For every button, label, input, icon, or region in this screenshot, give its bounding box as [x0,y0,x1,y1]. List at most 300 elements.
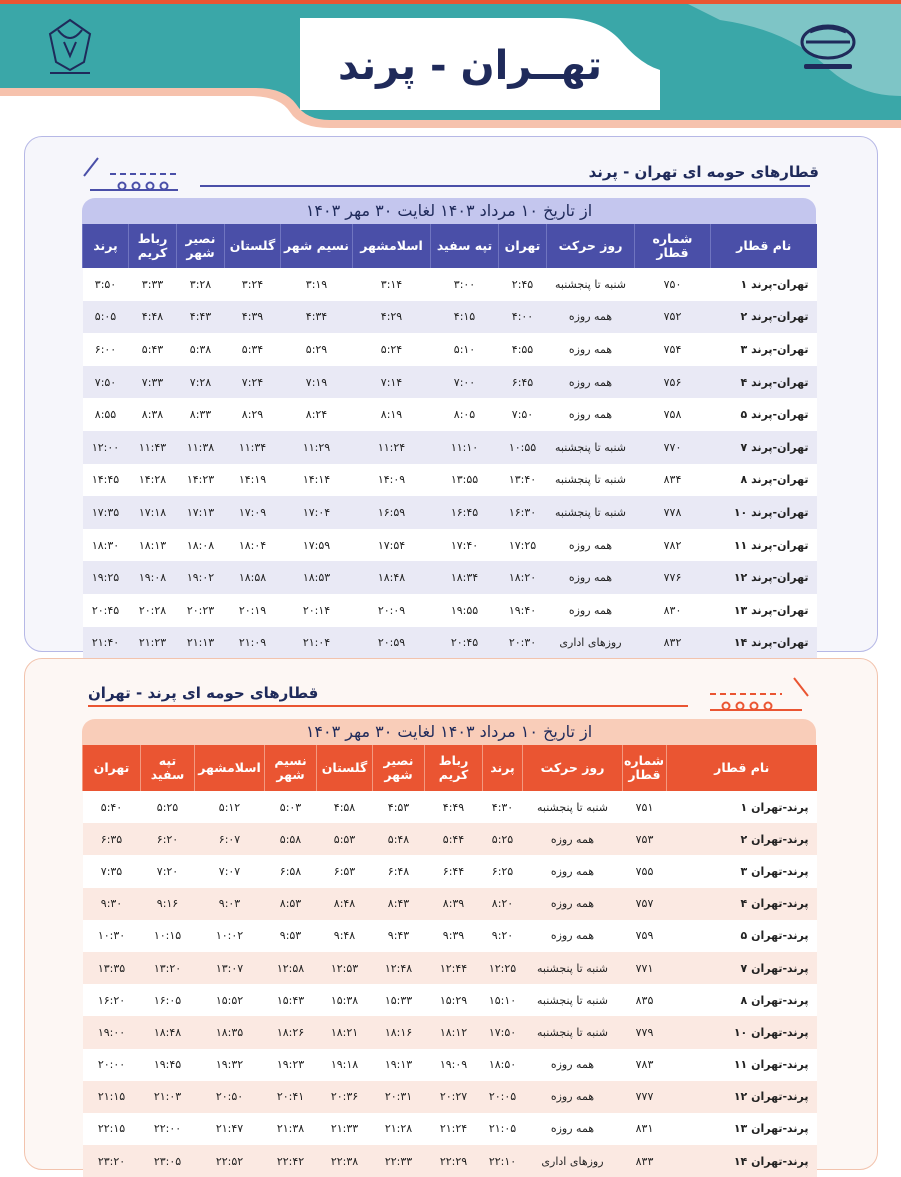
table-row [83,496,817,529]
time-cell: ۱۹:۱۸ [317,1049,373,1081]
run-days-cell: همه روزه [523,823,623,855]
time-cell: ۲۱:۰۳ [141,1081,195,1113]
train-number-cell: ۷۷۸ [635,496,711,529]
time-cell: ۸:۴۳ [373,888,425,920]
table-row [83,529,817,562]
time-cell: ۴:۵۸ [317,791,373,823]
time-cell: ۶:۵۸ [265,855,317,887]
table-row [83,594,817,627]
time-cell: ۱۸:۲۱ [317,1016,373,1048]
time-cell: ۸:۳۳ [177,398,225,431]
table-row [83,398,817,431]
time-cell: ۶:۴۵ [499,366,547,399]
time-cell: ۱۷:۰۹ [225,496,281,529]
run-days-cell: همه روزه [547,398,635,431]
time-cell: ۱۷:۲۵ [499,529,547,562]
time-cell: ۴:۵۳ [373,791,425,823]
train-name-cell: پرند-تهران ۵ [667,920,817,952]
parand-tehran-header-7: نسیم شهر [265,745,317,791]
time-cell: ۱۴:۴۵ [83,464,129,497]
time-cell: ۱۹:۳۲ [195,1049,265,1081]
time-cell: ۲۱:۲۸ [373,1113,425,1145]
time-cell: ۱۸:۵۳ [281,561,353,594]
train-number-cell: ۷۷۶ [635,561,711,594]
tehran-parand-header-6: نسیم شهر [281,224,353,268]
time-cell: ۲۳:۲۰ [83,1145,141,1177]
time-cell: ۱۲:۵۳ [317,952,373,984]
time-cell: ۱۹:۵۵ [431,594,499,627]
time-cell: ۳:۱۹ [281,268,353,301]
train-name-cell: پرند-تهران ۷ [667,952,817,984]
table-row [83,1016,817,1048]
train-number-cell: ۷۵۵ [623,855,667,887]
time-cell: ۳:۵۰ [83,268,129,301]
emblem-logo [44,16,96,76]
table-row [83,268,817,301]
run-days-cell: همه روزه [523,1081,623,1113]
time-cell: ۴:۲۹ [353,301,431,334]
train-number-cell: ۸۳۴ [635,464,711,497]
time-cell: ۱۳:۴۰ [499,464,547,497]
tehran-parand-date-range: از تاریخ ۱۰ مرداد ۱۴۰۳ لغایت ۳۰ مهر ۱۴۰۳ [82,198,816,224]
train-name-cell: پرند-تهران ۱ [667,791,817,823]
train-number-cell: ۷۸۲ [635,529,711,562]
table-row [83,561,817,594]
title-underline [200,184,810,188]
tehran-parand-header-2: روز حرکت [547,224,635,268]
parand-tehran-header-10: تهران [83,745,141,791]
time-cell: ۱۱:۲۴ [353,431,431,464]
time-cell: ۶:۲۰ [141,823,195,855]
parand-tehran-header-4: رباط کریم [425,745,483,791]
time-cell: ۷:۱۴ [353,366,431,399]
time-cell: ۱۵:۱۰ [483,984,523,1016]
time-cell: ۱۸:۳۴ [431,561,499,594]
run-days-cell: شنبه تا پنجشنبه [547,268,635,301]
time-cell: ۱۴:۰۹ [353,464,431,497]
time-cell: ۱۶:۵۹ [353,496,431,529]
time-cell: ۶:۳۵ [83,823,141,855]
time-cell: ۱۷:۳۵ [83,496,129,529]
time-cell: ۴:۳۴ [281,301,353,334]
train-name-cell: تهران-پرند ۱۰ [711,496,817,529]
time-cell: ۹:۲۰ [483,920,523,952]
time-cell: ۱۱:۴۳ [129,431,177,464]
time-cell: ۵:۴۳ [129,333,177,366]
train-number-cell: ۷۸۳ [623,1049,667,1081]
train-name-cell: تهران-پرند ۲ [711,301,817,334]
time-cell: ۱۵:۲۹ [425,984,483,1016]
train-name-cell: پرند-تهران ۴ [667,888,817,920]
time-cell: ۲۰:۱۴ [281,594,353,627]
time-cell: ۳:۱۴ [353,268,431,301]
train-number-cell: ۷۵۱ [623,791,667,823]
time-cell: ۱۲:۲۵ [483,952,523,984]
time-cell: ۱۲:۰۰ [83,431,129,464]
time-cell: ۴:۳۹ [225,301,281,334]
table-row [83,984,817,1016]
time-cell: ۴:۴۸ [129,301,177,334]
run-days-cell: شنبه تا پنجشنبه [523,1016,623,1048]
table-row [83,464,817,497]
table-row [83,952,817,984]
parand-tehran-header-3: پرند [483,745,523,791]
tehran-parand-header-4: تپه سفید [431,224,499,268]
time-cell: ۱۸:۰۸ [177,529,225,562]
time-cell: ۲۲:۲۹ [425,1145,483,1177]
time-cell: ۲۰:۴۵ [431,627,499,660]
time-cell: ۲۱:۳۳ [317,1113,373,1145]
table-row [83,823,817,855]
time-cell: ۱۹:۲۳ [265,1049,317,1081]
time-cell: ۱۷:۵۹ [281,529,353,562]
time-cell: ۱۵:۳۸ [317,984,373,1016]
parand-tehran-title: قطارهای حومه ای پرند - تهران [88,684,319,702]
time-cell: ۱۹:۰۹ [425,1049,483,1081]
train-number-cell: ۷۷۷ [623,1081,667,1113]
time-cell: ۵:۳۸ [177,333,225,366]
time-cell: ۱۸:۳۵ [195,1016,265,1048]
run-days-cell: شنبه تا پنجشنبه [523,984,623,1016]
time-cell: ۲۲:۳۳ [373,1145,425,1177]
time-cell: ۷:۳۵ [83,855,141,887]
time-cell: ۲۰:۳۰ [499,627,547,660]
time-cell: ۲۰:۴۱ [265,1081,317,1113]
time-cell: ۴:۰۰ [499,301,547,334]
train-number-cell: ۸۳۱ [623,1113,667,1145]
train-number-cell: ۸۳۵ [623,984,667,1016]
train-name-cell: تهران-پرند ۱۴ [711,627,817,660]
table-row [83,431,817,464]
train-number-cell: ۷۵۲ [635,301,711,334]
time-cell: ۲۰:۵۰ [195,1081,265,1113]
time-cell: ۲۰:۲۷ [425,1081,483,1113]
time-cell: ۱۴:۲۸ [129,464,177,497]
time-cell: ۲۲:۵۲ [195,1145,265,1177]
train-name-cell: تهران-پرند ۳ [711,333,817,366]
time-cell: ۲۱:۱۳ [177,627,225,660]
time-cell: ۲۱:۴۰ [83,627,129,660]
page-title: تهــران - پرند [338,43,602,89]
time-cell: ۵:۲۴ [353,333,431,366]
time-cell: ۱۹:۰۰ [83,1016,141,1048]
time-cell: ۱۵:۴۳ [265,984,317,1016]
time-cell: ۱۱:۳۸ [177,431,225,464]
time-cell: ۱۶:۲۰ [83,984,141,1016]
time-cell: ۷:۵۰ [83,366,129,399]
time-cell: ۳:۳۳ [129,268,177,301]
train-name-cell: پرند-تهران ۱۱ [667,1049,817,1081]
time-cell: ۲۰:۲۳ [177,594,225,627]
title-underline [88,704,688,708]
time-cell: ۸:۴۸ [317,888,373,920]
train-number-cell: ۸۳۲ [635,627,711,660]
train-name-cell: تهران-پرند ۱ [711,268,817,301]
time-cell: ۲۱:۴۷ [195,1113,265,1145]
time-cell: ۱۸:۱۳ [129,529,177,562]
time-cell: ۱۸:۴۸ [141,1016,195,1048]
table-row [83,627,817,660]
time-cell: ۵:۵۳ [317,823,373,855]
time-cell: ۱۸:۴۸ [353,561,431,594]
tehran-parand-header-0: نام قطار [711,224,817,268]
run-days-cell: روزهای اداری [523,1145,623,1177]
tehran-parand-header-9: رباط کریم [129,224,177,268]
run-days-cell: همه روزه [547,333,635,366]
time-cell: ۵:۴۸ [373,823,425,855]
time-cell: ۳:۲۴ [225,268,281,301]
time-cell: ۶:۴۸ [373,855,425,887]
time-cell: ۱۸:۱۶ [373,1016,425,1048]
run-days-cell: همه روزه [523,1113,623,1145]
time-cell: ۱۰:۱۵ [141,920,195,952]
time-cell: ۷:۲۸ [177,366,225,399]
time-cell: ۵:۱۰ [431,333,499,366]
run-days-cell: همه روزه [523,1049,623,1081]
time-cell: ۲:۴۵ [499,268,547,301]
time-cell: ۴:۳۰ [483,791,523,823]
time-cell: ۲۰:۳۶ [317,1081,373,1113]
time-cell: ۲۲:۴۲ [265,1145,317,1177]
time-cell: ۱۰:۰۲ [195,920,265,952]
time-cell: ۱۰:۳۰ [83,920,141,952]
time-cell: ۱۷:۱۸ [129,496,177,529]
tehran-parand-header-8: نصیر شهر [177,224,225,268]
train-number-cell: ۷۵۳ [623,823,667,855]
table-row [83,366,817,399]
table-row [83,1081,817,1113]
parand-tehran-header-0: نام قطار [667,745,817,791]
time-cell: ۲۲:۱۵ [83,1113,141,1145]
time-cell: ۱۳:۰۷ [195,952,265,984]
time-cell: ۲۱:۲۴ [425,1113,483,1145]
train-name-cell: تهران-پرند ۱۳ [711,594,817,627]
run-days-cell: همه روزه [523,855,623,887]
time-cell: ۸:۰۵ [431,398,499,431]
time-cell: ۸:۵۳ [265,888,317,920]
time-cell: ۲۱:۰۹ [225,627,281,660]
time-cell: ۹:۳۹ [425,920,483,952]
train-name-cell: تهران-پرند ۴ [711,366,817,399]
time-cell: ۱۶:۳۰ [499,496,547,529]
parand-tehran-header-6: گلستان [317,745,373,791]
time-cell: ۲۳:۰۵ [141,1145,195,1177]
time-cell: ۱۷:۵۰ [483,1016,523,1048]
run-days-cell: روزهای اداری [547,627,635,660]
time-cell: ۱۲:۵۸ [265,952,317,984]
tehran-parand-header-3: تهران [499,224,547,268]
time-cell: ۱۸:۵۰ [483,1049,523,1081]
time-cell: ۱۵:۵۲ [195,984,265,1016]
run-days-cell: شنبه تا پنجشنبه [523,952,623,984]
run-days-cell: شنبه تا پنجشنبه [547,464,635,497]
time-cell: ۸:۲۴ [281,398,353,431]
train-name-cell: پرند-تهران ۱۲ [667,1081,817,1113]
time-cell: ۱۸:۲۰ [499,561,547,594]
time-cell: ۵:۲۵ [141,791,195,823]
time-cell: ۶:۴۴ [425,855,483,887]
train-number-cell: ۷۵۷ [623,888,667,920]
table-row [83,855,817,887]
time-cell: ۵:۴۴ [425,823,483,855]
tehran-parand-header-5: اسلامشهر [353,224,431,268]
time-cell: ۹:۴۸ [317,920,373,952]
time-cell: ۱۳:۵۵ [431,464,499,497]
parand-tehran-header-5: نصیر شهر [373,745,425,791]
time-cell: ۱۷:۴۰ [431,529,499,562]
run-days-cell: همه روزه [547,366,635,399]
time-cell: ۲۰:۴۵ [83,594,129,627]
train-name-cell: تهران-پرند ۵ [711,398,817,431]
time-cell: ۱۴:۱۴ [281,464,353,497]
time-cell: ۱۸:۰۴ [225,529,281,562]
table-row [83,791,817,823]
train-name-cell: پرند-تهران ۳ [667,855,817,887]
time-cell: ۱۹:۱۳ [373,1049,425,1081]
time-cell: ۹:۴۳ [373,920,425,952]
train-name-cell: پرند-تهران ۸ [667,984,817,1016]
tehran-parand-header-10: پرند [83,224,129,268]
time-cell: ۱۳:۳۵ [83,952,141,984]
time-cell: ۱۹:۴۰ [499,594,547,627]
run-days-cell: همه روزه [523,920,623,952]
time-cell: ۴:۴۹ [425,791,483,823]
time-cell: ۱۲:۴۴ [425,952,483,984]
time-cell: ۲۰:۵۹ [353,627,431,660]
time-cell: ۱۱:۳۴ [225,431,281,464]
parand-tehran-schedule-table [82,745,817,1177]
train-number-cell: ۷۵۴ [635,333,711,366]
table-row [83,1049,817,1081]
time-cell: ۷:۰۰ [431,366,499,399]
time-cell: ۴:۵۵ [499,333,547,366]
time-cell: ۲۰:۲۸ [129,594,177,627]
time-cell: ۵:۰۵ [83,301,129,334]
table-row [83,1113,817,1145]
time-cell: ۲۲:۰۰ [141,1113,195,1145]
run-days-cell: همه روزه [547,301,635,334]
train-track-icon [82,152,182,194]
train-name-cell: تهران-پرند ۷ [711,431,817,464]
train-number-cell: ۷۷۹ [623,1016,667,1048]
parand-tehran-header-1: شماره قطار [623,745,667,791]
tehran-parand-title: قطارهای حومه ای تهران - پرند [588,163,819,181]
time-cell: ۲۰:۳۱ [373,1081,425,1113]
time-cell: ۱۱:۱۰ [431,431,499,464]
time-cell: ۲۰:۰۵ [483,1081,523,1113]
time-cell: ۶:۲۵ [483,855,523,887]
run-days-cell: شنبه تا پنجشنبه [523,791,623,823]
time-cell: ۲۲:۱۰ [483,1145,523,1177]
time-cell: ۵:۵۸ [265,823,317,855]
time-cell: ۷:۲۴ [225,366,281,399]
time-cell: ۸:۳۹ [425,888,483,920]
time-cell: ۴:۴۳ [177,301,225,334]
train-number-cell: ۸۳۰ [635,594,711,627]
train-name-cell: تهران-پرند ۱۱ [711,529,817,562]
time-cell: ۵:۴۰ [83,791,141,823]
time-cell: ۵:۰۳ [265,791,317,823]
time-cell: ۱۷:۵۴ [353,529,431,562]
train-number-cell: ۸۳۳ [623,1145,667,1177]
time-cell: ۷:۲۰ [141,855,195,887]
run-days-cell: شنبه تا پنجشنبه [547,496,635,529]
time-cell: ۳:۰۰ [431,268,499,301]
train-number-cell: ۷۵۰ [635,268,711,301]
time-cell: ۱۲:۴۸ [373,952,425,984]
train-name-cell: پرند-تهران ۱۰ [667,1016,817,1048]
time-cell: ۱۴:۱۹ [225,464,281,497]
time-cell: ۶:۵۳ [317,855,373,887]
train-name-cell: پرند-تهران ۱۴ [667,1145,817,1177]
time-cell: ۸:۵۵ [83,398,129,431]
train-number-cell: ۷۵۸ [635,398,711,431]
parand-tehran-header-8: اسلامشهر [195,745,265,791]
time-cell: ۲۲:۳۸ [317,1145,373,1177]
time-cell: ۹:۵۳ [265,920,317,952]
brand-logo [796,22,860,74]
time-cell: ۸:۲۰ [483,888,523,920]
time-cell: ۸:۲۹ [225,398,281,431]
train-number-cell: ۷۷۱ [623,952,667,984]
time-cell: ۱۷:۱۳ [177,496,225,529]
header-banner [0,0,901,128]
train-number-cell: ۷۵۶ [635,366,711,399]
run-days-cell: همه روزه [547,561,635,594]
tehran-parand-header-7: گلستان [225,224,281,268]
time-cell: ۲۱:۲۳ [129,627,177,660]
train-name-cell: تهران-پرند ۸ [711,464,817,497]
train-name-cell: پرند-تهران ۱۳ [667,1113,817,1145]
train-number-cell: ۷۷۰ [635,431,711,464]
train-track-icon [706,672,810,714]
time-cell: ۷:۰۷ [195,855,265,887]
parand-tehran-header-9: تپه سفید [141,745,195,791]
tehran-parand-schedule-table [82,224,817,659]
time-cell: ۵:۳۴ [225,333,281,366]
train-name-cell: تهران-پرند ۱۲ [711,561,817,594]
time-cell: ۱۷:۰۴ [281,496,353,529]
time-cell: ۲۰:۰۹ [353,594,431,627]
table-row [83,333,817,366]
time-cell: ۹:۰۳ [195,888,265,920]
time-cell: ۲۱:۱۵ [83,1081,141,1113]
time-cell: ۷:۱۹ [281,366,353,399]
time-cell: ۲۱:۳۸ [265,1113,317,1145]
parand-tehran-date-range: از تاریخ ۱۰ مرداد ۱۴۰۳ لغایت ۳۰ مهر ۱۴۰۳ [82,719,816,745]
time-cell: ۲۰:۱۹ [225,594,281,627]
table-row [83,888,817,920]
time-cell: ۱۴:۲۳ [177,464,225,497]
time-cell: ۱۸:۳۰ [83,529,129,562]
time-cell: ۱۰:۵۵ [499,431,547,464]
time-cell: ۱۹:۰۲ [177,561,225,594]
table-row [83,301,817,334]
time-cell: ۶:۰۷ [195,823,265,855]
time-cell: ۵:۲۵ [483,823,523,855]
time-cell: ۱۹:۲۵ [83,561,129,594]
time-cell: ۵:۲۹ [281,333,353,366]
run-days-cell: همه روزه [547,529,635,562]
time-cell: ۵:۱۲ [195,791,265,823]
time-cell: ۷:۳۳ [129,366,177,399]
time-cell: ۲۱:۰۴ [281,627,353,660]
run-days-cell: شنبه تا پنجشنبه [547,431,635,464]
time-cell: ۱۸:۲۶ [265,1016,317,1048]
time-cell: ۱۵:۳۳ [373,984,425,1016]
time-cell: ۱۸:۱۲ [425,1016,483,1048]
table-row [83,1145,817,1177]
